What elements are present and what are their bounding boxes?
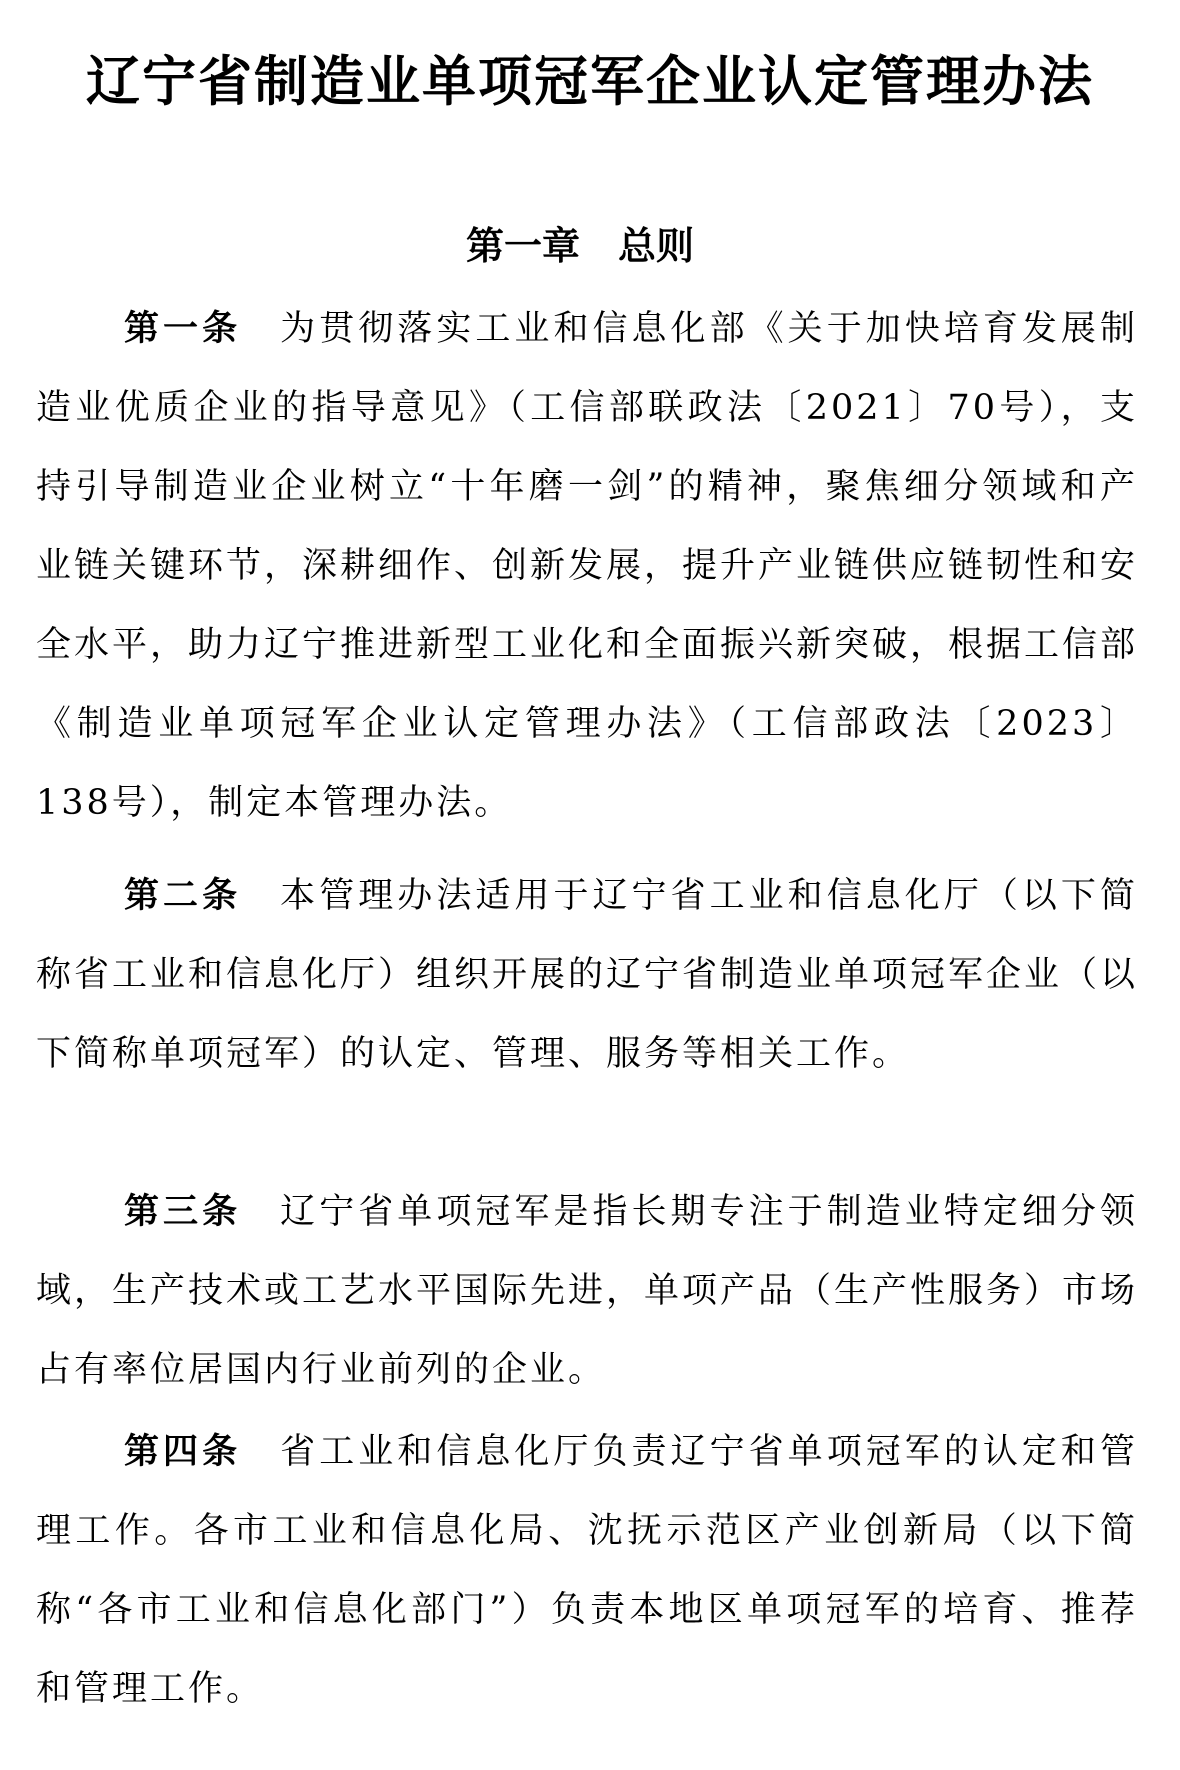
article-label: 第二条 — [124, 876, 242, 916]
article-1 — [36, 290, 1138, 843]
chapter-title: 第一章 总则 — [465, 224, 694, 268]
article-label: 第三条 — [124, 1192, 242, 1232]
article-4 — [36, 1413, 1138, 1729]
article-3 — [36, 1173, 1138, 1410]
article-text: 辽宁省单项冠军是指长期专注于制造业特定细分领域，生产技术或工艺水平国际先进，单项产品（生产性服务）市场占有率位居国内行业前列的企业。 — [36, 1192, 1139, 1390]
article-2 — [36, 857, 1138, 1094]
article-label: 第一条 — [124, 309, 242, 349]
document-title: 辽宁省制造业单项冠军企业认定管理办法 — [86, 50, 1094, 113]
article-label: 第四条 — [124, 1432, 242, 1472]
article-text: 本管理办法适用于辽宁省工业和信息化厅（以下简称省工业和信息化厅）组织开展的辽宁省制造业单项冠军企业（以下简称单项冠军）的认定、管理、服务等相关工作。 — [36, 876, 1139, 1074]
article-text: 省工业和信息化厅负责辽宁省单项冠军的认定和管理工作。各市工业和信息化局、沈抚示范区产业创新局（以下简称“各市工业和信息化部门”）负责本地区单项冠军的培育、推荐和管理工作。 — [36, 1432, 1138, 1709]
article-text: 为贯彻落实工业和信息化部《关于加快培育发展制造业优质企业的指导意见》（工信部联政法〔2021〕70号），支持引导制造业企业树立“十年磨一剑”的精神，聚焦细分领域和产业链关键环节，深耕细作、创新发展，提升产业链供应链韧性和安全水平，助力辽宁推进新型工业化和全面振兴新突破，根据工信部《制造业单项冠军企业认定管理办法》（工信部政法〔2023〕138号），制定本管理办法。 — [36, 309, 1139, 823]
